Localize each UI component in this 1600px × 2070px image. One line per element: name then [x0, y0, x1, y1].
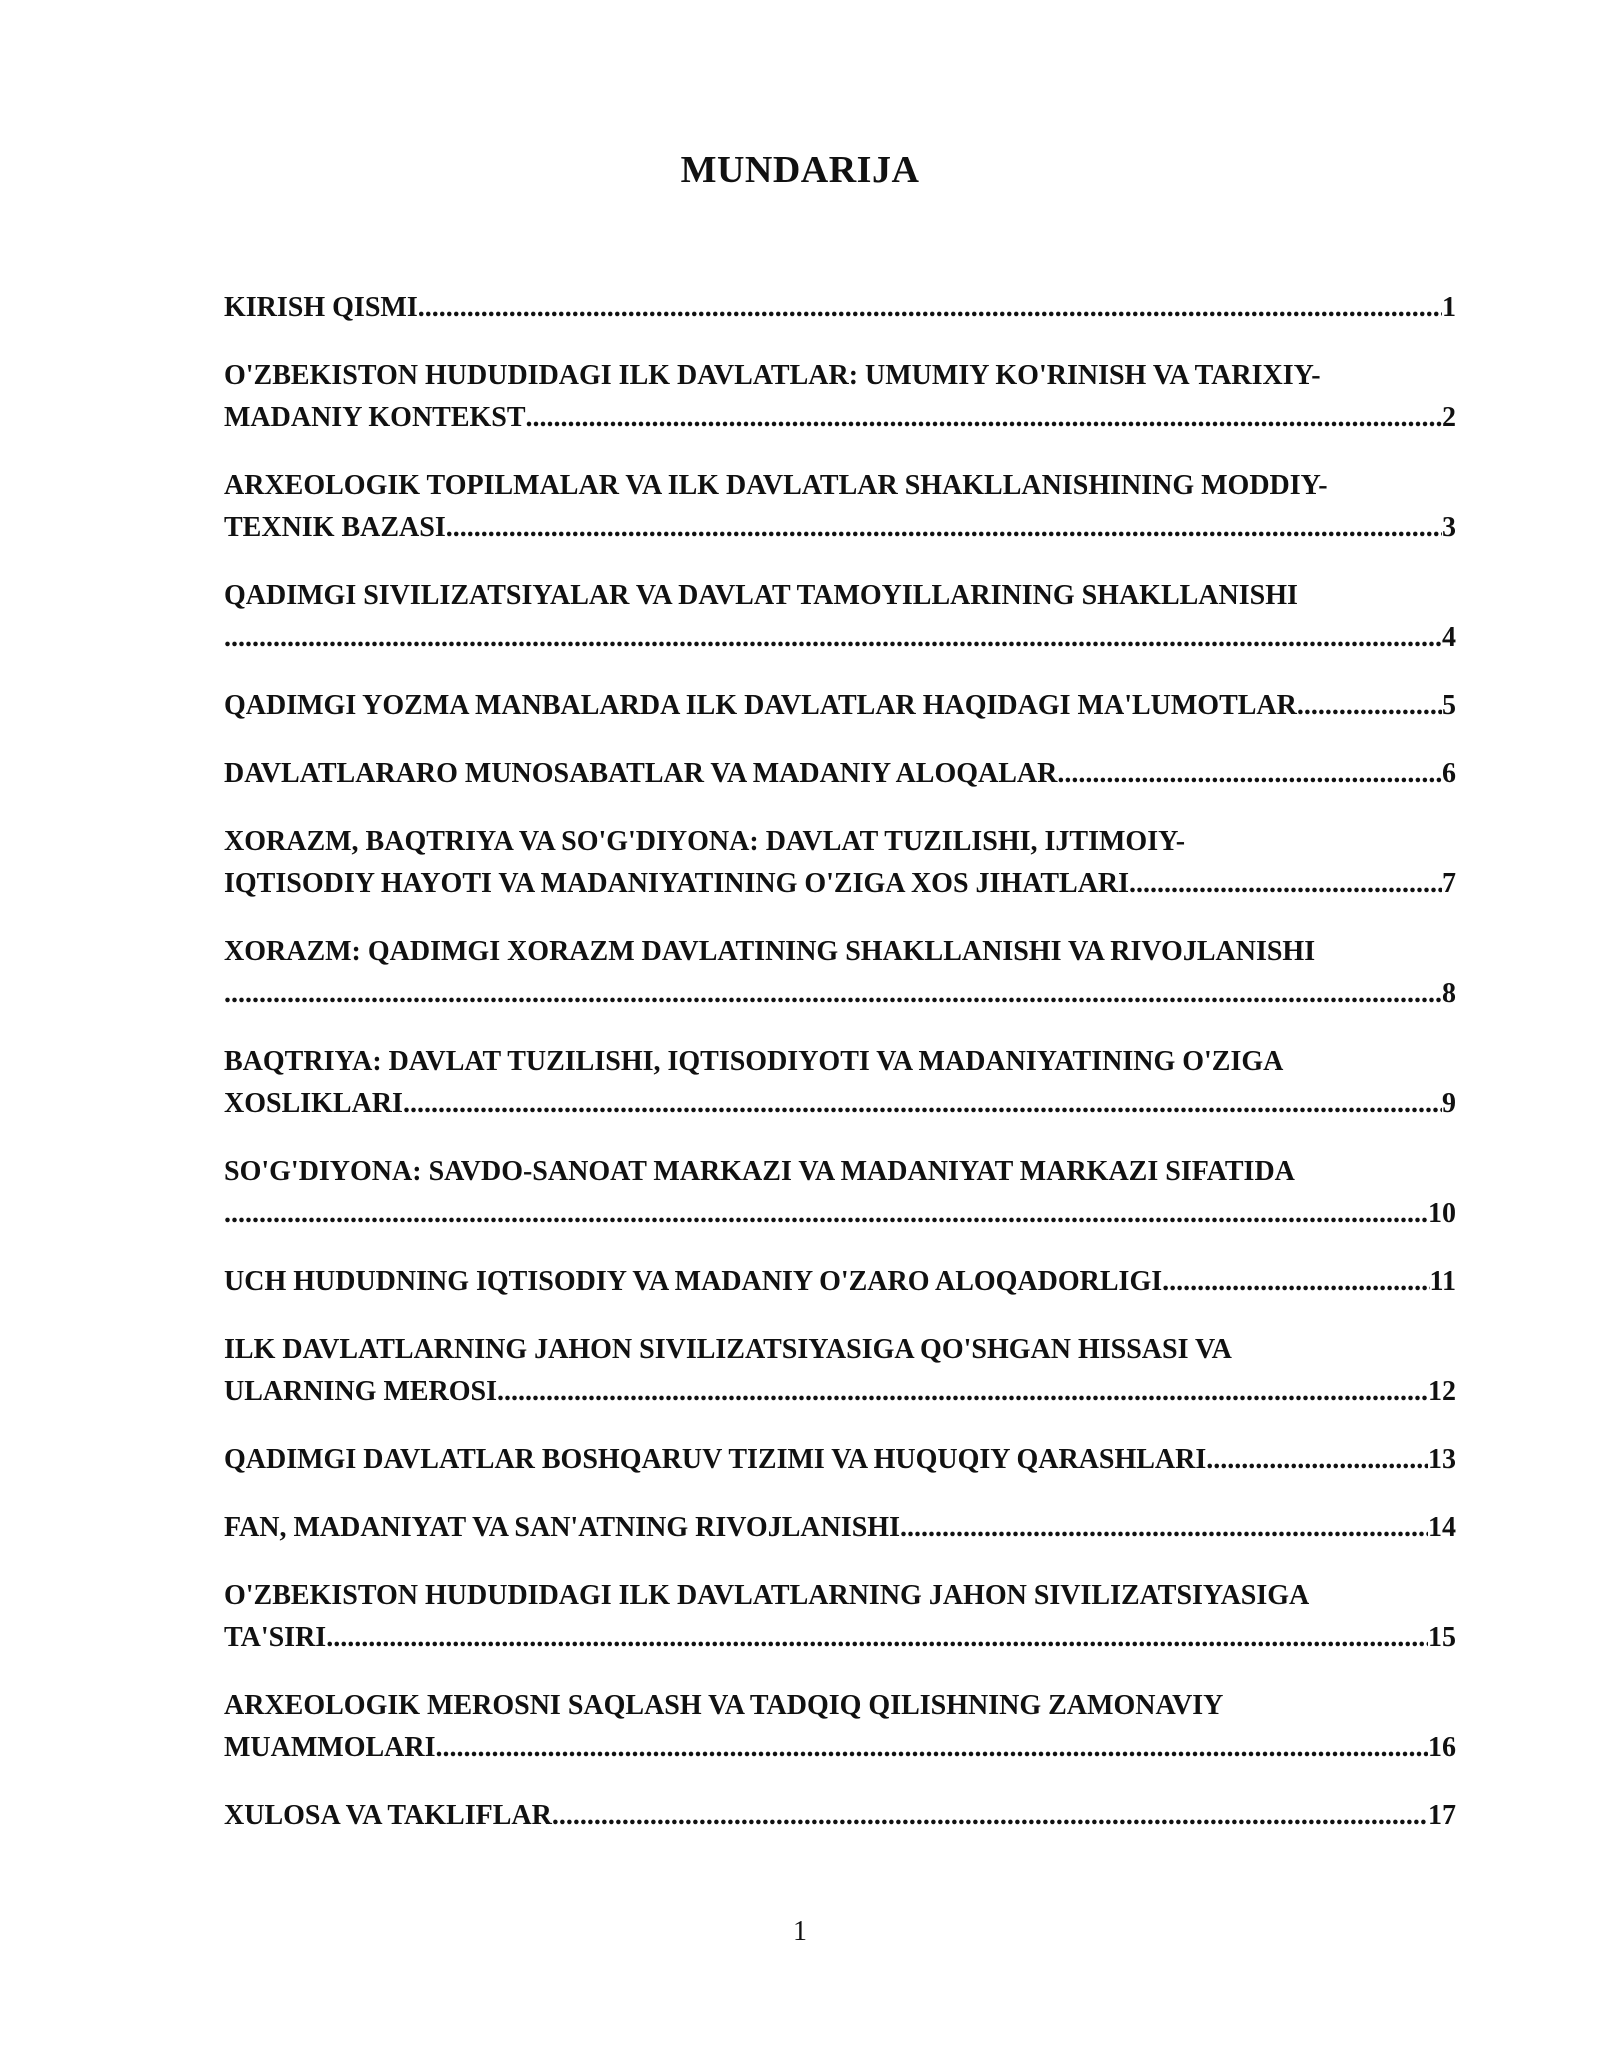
- toc-entry-leader-line: [224, 1193, 1456, 1235]
- toc-entry-page-number: 15: [1428, 1622, 1456, 1653]
- toc-entry-page-number: 10: [1428, 1198, 1456, 1229]
- dot-leader: [1057, 753, 1442, 795]
- toc-entry-page-number: 2: [1442, 402, 1456, 433]
- dot-leader: [1129, 863, 1442, 905]
- toc-entry[interactable]: [224, 685, 1456, 727]
- toc-entry-leader-line: [224, 287, 1456, 329]
- toc-entry-title-line: QADIMGI DAVLATLAR BOSHQARUV TIZIMI VA HUQUQIY QARASHLARI: [224, 1444, 1207, 1475]
- toc-entry-page-number: 3: [1442, 512, 1456, 543]
- dot-leader: [497, 1371, 1428, 1413]
- toc-entry[interactable]: [224, 1439, 1456, 1481]
- toc-entry-page-number: 7: [1442, 868, 1456, 899]
- toc-entry[interactable]: [224, 821, 1456, 905]
- dot-leader: [436, 1727, 1428, 1769]
- toc-entry-leader-line: [224, 507, 1456, 549]
- toc-entry-page-number: 8: [1442, 978, 1456, 1009]
- toc-entry-page-number: 17: [1428, 1800, 1456, 1831]
- toc-entry-title-line: QADIMGI SIVILIZATSIYALAR VA DAVLAT TAMOYILLARINING SHAKLLANISHI: [224, 580, 1298, 611]
- toc-entry-page-number: 12: [1428, 1376, 1456, 1407]
- toc-entry[interactable]: [224, 287, 1456, 329]
- toc-entry-title-line: O'ZBEKISTON HUDUDIDAGI ILK DAVLATLAR: UMUMIY KO'RINISH VA TARIXIY-: [224, 360, 1321, 391]
- toc-entry-title-line: IQTISODIY HAYOTI VA MADANIYATINING O'ZIGA XOS JIHATLARI: [224, 868, 1130, 899]
- toc-entry[interactable]: [224, 1507, 1456, 1549]
- toc-entry-title-line: TEXNIK BAZASI: [224, 512, 446, 543]
- toc-entry-title-line: MUAMMOLARI: [224, 1732, 436, 1763]
- toc-entry-title-line: SO'G'DIYONA: SAVDO-SANOAT MARKAZI VA MADANIYAT MARKAZI SIFATIDA: [224, 1156, 1295, 1187]
- table-of-contents: [224, 287, 1456, 1863]
- dot-leader: [526, 397, 1442, 439]
- toc-entry[interactable]: [224, 1575, 1456, 1659]
- toc-entry[interactable]: [224, 1041, 1456, 1125]
- dot-leader: [446, 507, 1442, 549]
- toc-entry-title-line: DAVLATLARARO MUNOSABATLAR VA MADANIY ALOQALAR: [224, 758, 1058, 789]
- dot-leader: [1297, 685, 1442, 727]
- dot-leader: [326, 1617, 1428, 1659]
- toc-entry-page-number: 4: [1442, 622, 1456, 653]
- toc-entry[interactable]: [224, 1685, 1456, 1769]
- toc-entry-leader-line: [224, 1727, 1456, 1769]
- dot-leader: [1162, 1261, 1429, 1303]
- toc-entry[interactable]: [224, 465, 1456, 549]
- toc-entry-title-line: UCH HUDUDNING IQTISODIY VA MADANIY O'ZARO ALOQADORLIGI: [224, 1266, 1163, 1297]
- toc-entry-leader-line: [224, 863, 1456, 905]
- toc-entry-title-line: ARXEOLOGIK TOPILMALAR VA ILK DAVLATLAR SHAKLLANISHINING MODDIY-: [224, 470, 1328, 501]
- toc-entry-leader-line: [224, 1261, 1456, 1303]
- toc-entry-title-line: MADANIY KONTEKST: [224, 402, 526, 433]
- toc-entry-title-line: TA'SIRI: [224, 1622, 327, 1653]
- toc-entry-page-number: 5: [1442, 690, 1456, 721]
- toc-entry-leader-line: [224, 1617, 1456, 1659]
- toc-entry-page-number: 14: [1428, 1512, 1456, 1543]
- toc-entry[interactable]: [224, 931, 1456, 1015]
- toc-entry-page-number: 1: [1442, 292, 1456, 323]
- toc-entry-title-line: XOSLIKLARI: [224, 1088, 403, 1119]
- toc-entry[interactable]: [224, 575, 1456, 659]
- page-number: 1: [793, 1916, 807, 1947]
- dot-leader: [900, 1507, 1428, 1549]
- toc-entry-leader-line: [224, 1371, 1456, 1413]
- toc-entry-leader-line: [224, 1083, 1456, 1125]
- toc-entry-title-line: O'ZBEKISTON HUDUDIDAGI ILK DAVLATLARNING JAHON SIVILIZATSIYASIGA: [224, 1580, 1310, 1611]
- toc-entry-title-line: XULOSA VA TAKLIFLAR: [224, 1800, 552, 1831]
- toc-entry[interactable]: [224, 355, 1456, 439]
- toc-entry-title-line: ILK DAVLATLARNING JAHON SIVILIZATSIYASIGA QO'SHGAN HISSASI VA: [224, 1334, 1232, 1365]
- toc-entry-title-line: XORAZM: QADIMGI XORAZM DAVLATINING SHAKLLANISHI VA RIVOJLANISHI: [224, 936, 1316, 967]
- toc-entry[interactable]: [224, 1261, 1456, 1303]
- dot-leader: [1206, 1439, 1428, 1481]
- toc-entry[interactable]: [224, 753, 1456, 795]
- toc-entry[interactable]: [224, 1151, 1456, 1235]
- dot-leader: [418, 287, 1442, 329]
- toc-entry-page-number: 9: [1442, 1088, 1456, 1119]
- toc-entry-leader-line: [224, 617, 1456, 659]
- dot-leader: [403, 1083, 1442, 1125]
- toc-entry-page-number: 16: [1428, 1732, 1456, 1763]
- page-title: MUNDARIJA: [680, 149, 920, 191]
- dot-leader: [224, 617, 1442, 659]
- toc-entry-leader-line: [224, 1439, 1456, 1481]
- toc-entry-page-number: 13: [1428, 1444, 1456, 1475]
- toc-entry-title-line: ULARNING MEROSI: [224, 1376, 498, 1407]
- toc-entry-leader-line: [224, 973, 1456, 1015]
- toc-entry-title-line: FAN, MADANIYAT VA SAN'ATNING RIVOJLANISHI: [224, 1512, 900, 1543]
- dot-leader: [552, 1795, 1428, 1837]
- toc-entry-leader-line: [224, 1795, 1456, 1837]
- toc-entry-title-line: ARXEOLOGIK MEROSNI SAQLASH VA TADQIQ QILISHNING ZAMONAVIY: [224, 1690, 1224, 1721]
- dot-leader: [224, 1193, 1428, 1235]
- toc-entry-page-number: 6: [1442, 758, 1456, 789]
- toc-entry-title-line: BAQTRIYA: DAVLAT TUZILISHI, IQTISODIYOTI VA MADANIYATINING O'ZIGA: [224, 1046, 1284, 1077]
- toc-entry-title-line: XORAZM, BAQTRIYA VA SO'G'DIYONA: DAVLAT TUZILISHI, IJTIMOIY-: [224, 826, 1186, 857]
- dot-leader: [224, 973, 1442, 1015]
- toc-entry-leader-line: [224, 1507, 1456, 1549]
- toc-entry-page-number: 11: [1429, 1266, 1456, 1297]
- toc-entry-leader-line: [224, 397, 1456, 439]
- toc-entry-title-line: KIRISH QISMI: [224, 292, 418, 323]
- toc-entry-leader-line: [224, 685, 1456, 727]
- toc-entry-title-line: QADIMGI YOZMA MANBALARDA ILK DAVLATLAR HAQIDAGI MA'LUMOTLAR: [224, 690, 1297, 721]
- toc-entry[interactable]: [224, 1795, 1456, 1837]
- toc-entry-leader-line: [224, 753, 1456, 795]
- toc-entry[interactable]: [224, 1329, 1456, 1413]
